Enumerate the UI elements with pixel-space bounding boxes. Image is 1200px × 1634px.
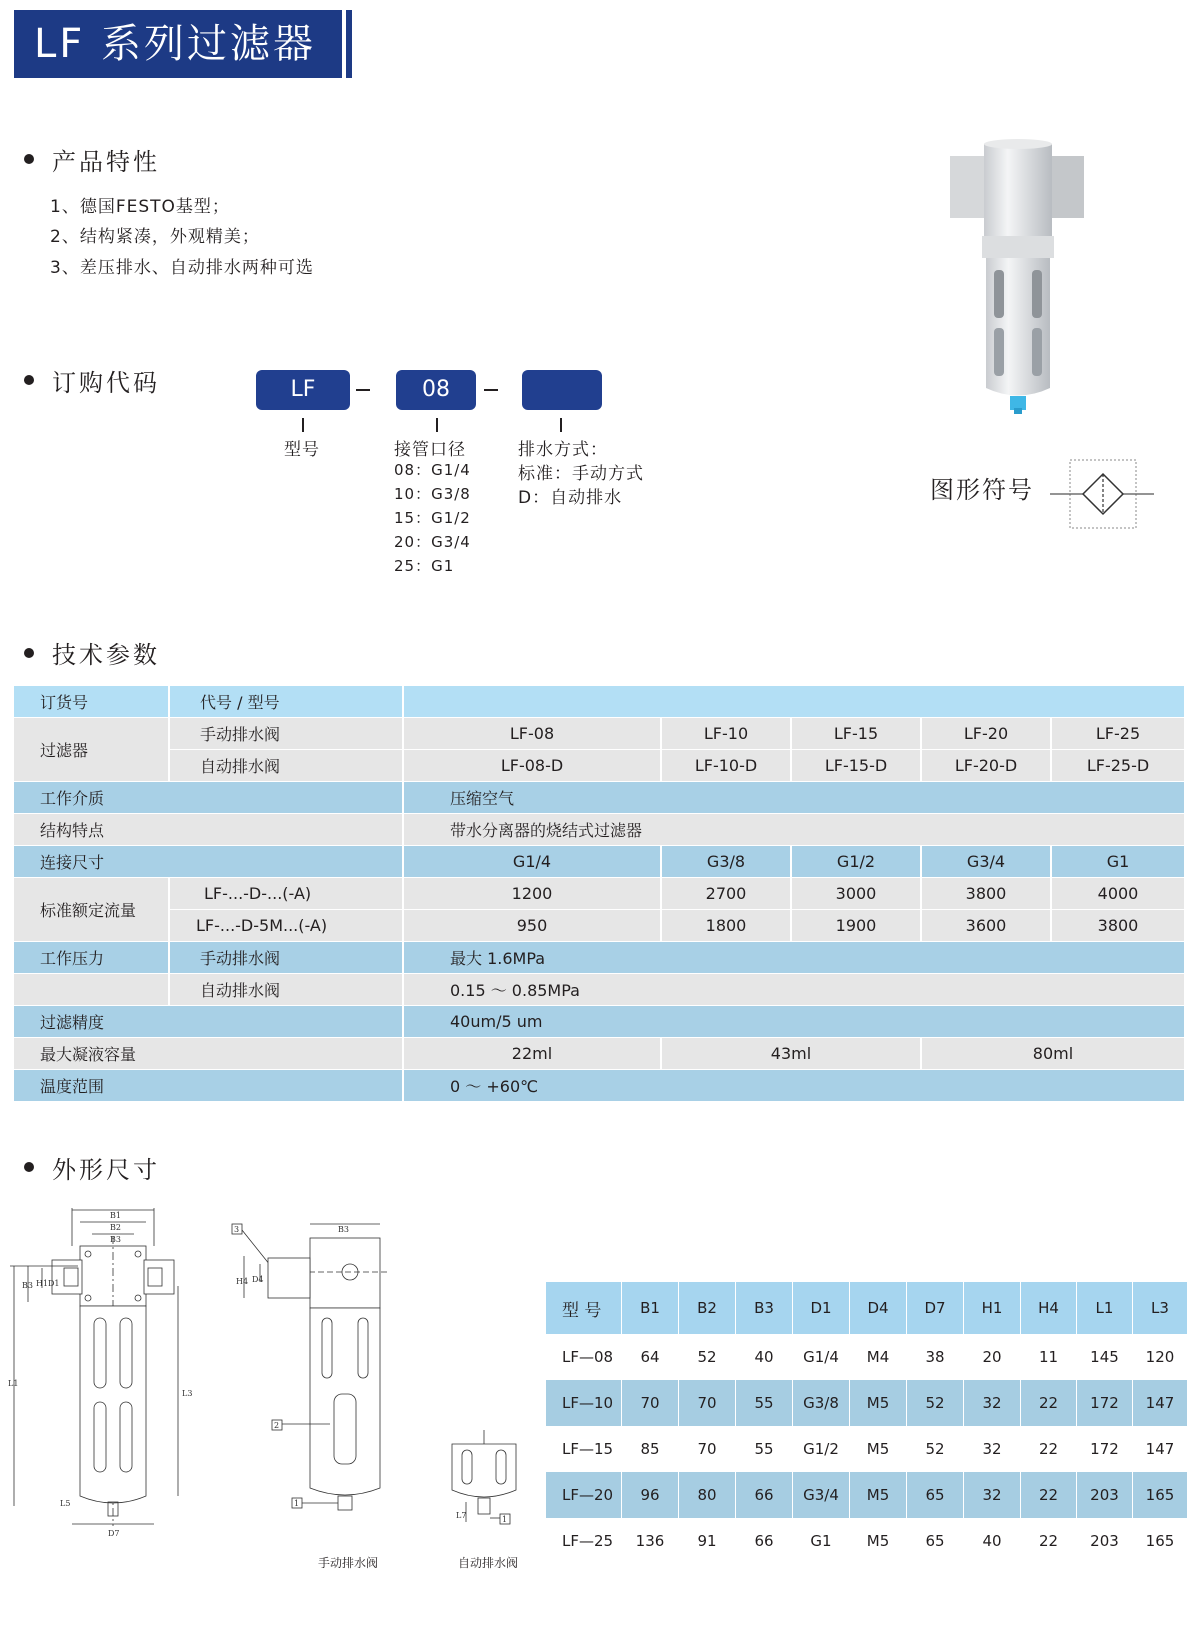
dim-label: B2 <box>110 1223 121 1232</box>
table-cell: 32 <box>964 1380 1021 1426</box>
code-tick <box>436 418 438 432</box>
table-cell: 32 <box>964 1426 1021 1472</box>
table-cell: 22 <box>1021 1426 1077 1472</box>
table-row <box>14 718 1186 750</box>
row-label-flow: 标准额定流量 <box>14 878 170 942</box>
code-box-port: 08 <box>396 370 476 410</box>
table-cell: 70 <box>622 1380 679 1426</box>
table-row <box>14 878 1186 910</box>
table-cell: 32 <box>964 1472 1021 1518</box>
table-cell: G1/4 <box>793 1334 850 1380</box>
table-cell: 165 <box>1133 1472 1188 1518</box>
row-label-temperature: 温度范围 <box>14 1070 404 1102</box>
table-cell: 最大 1.6MPa <box>404 942 1186 974</box>
table-cell: 55 <box>736 1426 793 1472</box>
table-cell: LF—25 <box>546 1518 622 1564</box>
front-view-drawing <box>8 1206 198 1546</box>
code-box-model: LF <box>256 370 350 410</box>
table-row <box>14 814 1186 846</box>
table-cell: 1200 <box>404 878 662 910</box>
column-header: H4 <box>1021 1282 1077 1334</box>
table-cell: M5 <box>850 1426 907 1472</box>
table-cell: G3/4 <box>793 1472 850 1518</box>
table-cell: 145 <box>1077 1334 1133 1380</box>
table-cell: LF—08 <box>546 1334 622 1380</box>
callout-number: 3 <box>234 1225 240 1234</box>
table-cell: 64 <box>622 1334 679 1380</box>
table-cell: 66 <box>736 1472 793 1518</box>
table-cell: 0 ～ +60℃ <box>404 1070 1186 1102</box>
column-header: H1 <box>964 1282 1021 1334</box>
row-label-capacity: 最大凝液容量 <box>14 1038 404 1070</box>
callout-number: 1 <box>502 1515 508 1524</box>
filter-product-image <box>948 138 1088 428</box>
table-row <box>14 1006 1186 1038</box>
header-code-model: 代号 / 型号 <box>170 686 404 718</box>
table-header-row <box>546 1282 1188 1334</box>
table-row <box>546 1426 1188 1472</box>
table-cell: 3800 <box>922 878 1052 910</box>
dim-label: L7 <box>456 1511 467 1520</box>
table-cell: LF-15-D <box>792 750 922 782</box>
filter-symbol-icon <box>1050 458 1154 532</box>
code-box-drain <box>522 370 602 410</box>
table-row <box>14 782 1186 814</box>
table-cell: 203 <box>1077 1472 1133 1518</box>
row-label-connect: 连接尺寸 <box>14 846 404 878</box>
table-cell: 147 <box>1133 1426 1188 1472</box>
table-row <box>14 686 1186 718</box>
code-label-model: 型号 <box>284 440 320 460</box>
dim-label: H1 <box>36 1279 49 1288</box>
table-cell: 3800 <box>1052 910 1186 942</box>
port-option: 08：G1/4 <box>394 461 471 479</box>
table-cell: 950 <box>404 910 662 942</box>
table-cell: G1/4 <box>404 846 662 878</box>
table-cell: LF—20 <box>546 1472 622 1518</box>
header-empty <box>404 686 1186 718</box>
table-cell: LF-10-D <box>662 750 792 782</box>
table-cell: 压缩空气 <box>404 782 1186 814</box>
table-cell: 52 <box>907 1426 964 1472</box>
bullet-icon <box>24 648 34 658</box>
table-cell: LF-20 <box>922 718 1052 750</box>
column-header: B1 <box>622 1282 679 1334</box>
code-tick <box>302 418 304 432</box>
table-cell: LF-10 <box>662 718 792 750</box>
table-cell: LF-08 <box>404 718 662 750</box>
table-cell: G1/2 <box>793 1426 850 1472</box>
table-cell: G3/4 <box>922 846 1052 878</box>
table-cell: LF-20-D <box>922 750 1052 782</box>
table-cell: 55 <box>736 1380 793 1426</box>
table-cell: LF-15 <box>792 718 922 750</box>
table-cell: 20 <box>964 1334 1021 1380</box>
table-cell: 165 <box>1133 1518 1188 1564</box>
table-cell: 0.15 ～ 0.85MPa <box>404 974 1186 1006</box>
table-cell: 65 <box>907 1472 964 1518</box>
code-dash <box>484 389 498 391</box>
feature-item: 2、结构紧凑，外观精美； <box>50 227 260 247</box>
table-cell: 22 <box>1021 1472 1077 1518</box>
caption-manual-drain: 手动排水阀 <box>318 1556 379 1570</box>
table-cell: 172 <box>1077 1380 1133 1426</box>
table-cell: M4 <box>850 1334 907 1380</box>
row-sublabel: 手动排水阀 <box>170 718 404 750</box>
table-cell: 3600 <box>922 910 1052 942</box>
table-cell: 40um/5 um <box>404 1006 1186 1038</box>
table-cell: 80ml <box>922 1038 1186 1070</box>
table-cell: M5 <box>850 1380 907 1426</box>
table-row <box>546 1334 1188 1380</box>
features-heading: 产品特性 <box>52 148 160 176</box>
callout-number: 1 <box>294 1499 300 1508</box>
side-view-drawing <box>230 1218 390 1538</box>
table-cell: 172 <box>1077 1426 1133 1472</box>
table-cell: 80 <box>679 1472 736 1518</box>
table-cell: G1 <box>793 1518 850 1564</box>
table-cell: LF—15 <box>546 1426 622 1472</box>
table-cell: 96 <box>622 1472 679 1518</box>
drain-option: 标准：手动方式 <box>518 464 644 484</box>
dim-label: L3 <box>182 1389 193 1398</box>
table-cell: 136 <box>622 1518 679 1564</box>
table-cell: M5 <box>850 1472 907 1518</box>
dim-label: D4 <box>252 1275 264 1284</box>
table-cell-empty <box>14 974 170 1006</box>
table-row <box>14 846 1186 878</box>
table-cell: 11 <box>1021 1334 1077 1380</box>
port-option: 25：G1 <box>394 557 455 575</box>
table-cell: 带水分离器的烧结式过滤器 <box>404 814 1186 846</box>
table-row <box>14 1070 1186 1102</box>
table-cell: 40 <box>736 1334 793 1380</box>
column-header: D4 <box>850 1282 907 1334</box>
port-option: 10：G3/8 <box>394 485 471 503</box>
column-header: B2 <box>679 1282 736 1334</box>
table-cell: 65 <box>907 1518 964 1564</box>
table-cell: 66 <box>736 1518 793 1564</box>
row-label-pressure: 工作压力 <box>14 942 170 974</box>
table-cell: 120 <box>1133 1334 1188 1380</box>
bullet-icon <box>24 154 34 164</box>
column-header: D7 <box>907 1282 964 1334</box>
callout-number: 2 <box>274 1421 280 1430</box>
symbol-label: 图形符号 <box>930 476 1034 504</box>
dim-label: B3 <box>110 1235 121 1244</box>
table-cell: 4000 <box>1052 878 1186 910</box>
table-cell: 22 <box>1021 1518 1077 1564</box>
row-sublabel: 自动排水阀 <box>170 974 404 1006</box>
table-row <box>546 1380 1188 1426</box>
table-cell: G3/8 <box>662 846 792 878</box>
row-label-medium: 工作介质 <box>14 782 404 814</box>
table-cell: 38 <box>907 1334 964 1380</box>
row-label-structure: 结构特点 <box>14 814 404 846</box>
table-cell: 91 <box>679 1518 736 1564</box>
dim-label: D7 <box>108 1529 120 1538</box>
table-row <box>14 942 1186 974</box>
table-cell: 3000 <box>792 878 922 910</box>
column-header: B3 <box>736 1282 793 1334</box>
table-cell: LF-08-D <box>404 750 662 782</box>
table-row <box>14 1038 1186 1070</box>
column-header: D1 <box>793 1282 850 1334</box>
dim-label: H4 <box>236 1277 249 1286</box>
table-cell: 52 <box>679 1334 736 1380</box>
title-accent-bar <box>346 10 352 78</box>
table-row <box>14 974 1186 1006</box>
dim-label: D1 <box>48 1279 60 1288</box>
table-cell: 1900 <box>792 910 922 942</box>
port-option: 15：G1/2 <box>394 509 471 527</box>
table-cell: 70 <box>679 1380 736 1426</box>
caption-auto-drain: 自动排水阀 <box>458 1556 519 1570</box>
tech-heading: 技术参数 <box>52 641 160 669</box>
dim-label: B1 <box>110 1211 121 1220</box>
table-cell: 43ml <box>662 1038 922 1070</box>
table-cell: 22 <box>1021 1380 1077 1426</box>
row-label-precision: 过滤精度 <box>14 1006 404 1038</box>
drain-option: D：自动排水 <box>518 488 623 508</box>
bullet-icon <box>24 375 34 385</box>
row-label-filter: 过滤器 <box>14 718 170 782</box>
row-sublabel: LF-...-D-...(-A) <box>170 878 404 910</box>
table-cell: 70 <box>679 1426 736 1472</box>
feature-item: 3、差压排水、自动排水两种可选 <box>50 258 314 278</box>
tech-params-table <box>14 686 1186 1102</box>
table-cell: G3/8 <box>793 1380 850 1426</box>
row-sublabel: LF-...-D-5M...(-A) <box>170 910 404 942</box>
table-cell: M5 <box>850 1518 907 1564</box>
table-cell: 1800 <box>662 910 792 942</box>
dimensions-heading: 外形尺寸 <box>52 1156 160 1184</box>
column-header: L3 <box>1133 1282 1188 1334</box>
table-cell: 2700 <box>662 878 792 910</box>
dim-label: L5 <box>60 1499 71 1508</box>
table-row <box>14 910 1186 942</box>
table-cell: 22ml <box>404 1038 662 1070</box>
table-cell: LF—10 <box>546 1380 622 1426</box>
dim-label: B3 <box>338 1225 349 1234</box>
feature-item: 1、德国FESTO基型； <box>50 197 230 217</box>
row-sublabel: 自动排水阀 <box>170 750 404 782</box>
dim-label: B3 <box>22 1281 33 1290</box>
column-header: L1 <box>1077 1282 1133 1334</box>
row-sublabel: 手动排水阀 <box>170 942 404 974</box>
table-cell: 52 <box>907 1380 964 1426</box>
order-code-heading: 订购代码 <box>52 369 160 397</box>
table-cell: 85 <box>622 1426 679 1472</box>
table-cell: 40 <box>964 1518 1021 1564</box>
table-cell: G1 <box>1052 846 1186 878</box>
dimensions-table <box>546 1282 1188 1564</box>
auto-drain-drawing <box>440 1428 550 1538</box>
table-row <box>546 1472 1188 1518</box>
bullet-icon <box>24 1162 34 1172</box>
port-option: 20：G3/4 <box>394 533 471 551</box>
code-label-port: 接管口径 <box>394 440 466 460</box>
code-tick <box>560 418 562 432</box>
port-options <box>394 458 471 578</box>
page-title: LF 系列过滤器 <box>14 10 342 78</box>
code-label-drain: 排水方式： <box>518 440 608 460</box>
table-cell: 203 <box>1077 1518 1133 1564</box>
table-row <box>14 750 1186 782</box>
dim-label: L1 <box>8 1379 19 1388</box>
table-cell: G1/2 <box>792 846 922 878</box>
column-header: 型 号 <box>546 1282 622 1334</box>
table-cell: 147 <box>1133 1380 1188 1426</box>
table-row <box>546 1518 1188 1564</box>
table-cell: LF-25 <box>1052 718 1186 750</box>
code-dash <box>356 389 370 391</box>
table-cell: LF-25-D <box>1052 750 1186 782</box>
header-order-no: 订货号 <box>14 686 170 718</box>
